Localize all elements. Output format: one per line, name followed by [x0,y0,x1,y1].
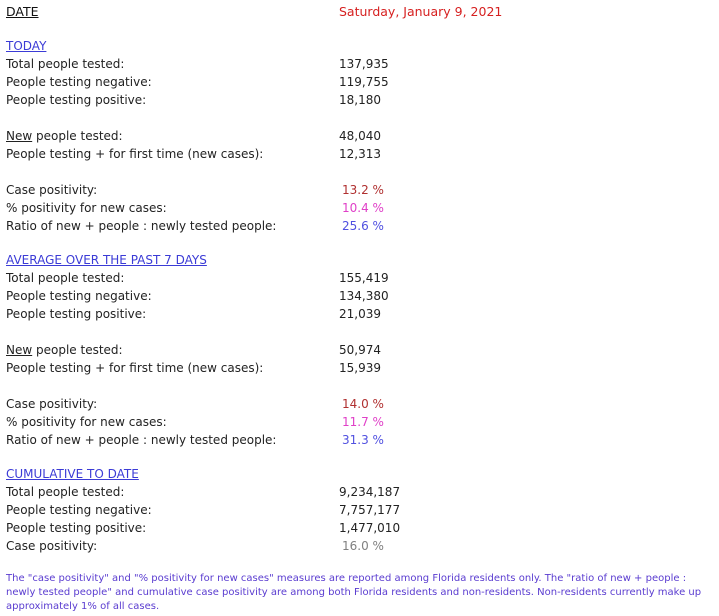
avg7-total-row [6,269,706,287]
today-total-value: 137,935 [339,57,389,71]
avg7-new-label: people tested: [32,343,123,357]
avg7-first-value: 15,939 [339,361,381,375]
today-pos-row [6,91,706,109]
cum-total-label: Total people tested: [6,485,125,499]
date-label: DATE [6,4,39,19]
avg7-pos-label: People testing positive: [6,307,147,321]
today-neg-label: People testing negative: [6,75,152,89]
avg7-first-label: People testing + for first time (new cases): [6,361,264,375]
today-neg-value: 119,755 [339,75,389,89]
avg7-neg-label: People testing negative: [6,289,152,303]
cum-casepos-row [6,537,706,555]
today-first-row [6,145,706,163]
avg7-pos-row [6,305,706,323]
avg7-casepos-value: 14.0 % [342,397,384,411]
today-total-row [6,55,706,73]
cumulative-section [6,466,706,555]
avg7-section [6,252,706,449]
avg7-newpos-label: % positivity for new cases: [6,415,167,429]
avg7-pos-value: 21,039 [339,307,381,321]
avg7-total-label: Total people tested: [6,271,125,285]
today-new-label: people tested: [32,129,123,143]
today-section [6,38,706,235]
cum-pos-label: People testing positive: [6,521,147,535]
avg7-title: AVERAGE OVER THE PAST 7 DAYS [6,253,207,267]
today-first-value: 12,313 [339,147,381,161]
avg7-neg-value: 134,380 [339,289,389,303]
today-casepos-value: 13.2 % [342,183,384,197]
date-value: Saturday, January 9, 2021 [339,4,503,19]
today-new-word: New [6,129,33,143]
avg7-first-row [6,359,706,377]
avg7-ratio-row [6,431,706,449]
avg7-casepos-label: Case positivity: [6,397,98,411]
today-new-row [6,127,706,145]
cum-neg-label: People testing negative: [6,503,152,517]
avg7-total-value: 155,419 [339,271,389,285]
cumulative-title: CUMULATIVE TO DATE [6,467,139,481]
today-pos-value: 18,180 [339,93,381,107]
today-newpos-row [6,199,706,217]
cum-pos-row [6,519,706,537]
today-ratio-label: Ratio of new + people : newly tested people: [6,219,277,233]
today-total-label: Total people tested: [6,57,125,71]
cum-casepos-label: Case positivity: [6,539,98,553]
today-ratio-row [6,217,706,235]
today-casepos-row [6,181,706,199]
today-neg-row [6,73,706,91]
today-newpos-value: 10.4 % [342,201,384,215]
cum-pos-value: 1,477,010 [339,521,401,535]
today-ratio-value: 25.6 % [342,219,384,233]
footnote: The "case positivity" and "% positivity for new cases" measures are reported among Florida residents only. The "ratio of new + people : newly tested people" and cumulative case positivity are among both Florida residents and non-residents. Non-residents currently make up approximately 1% of all cases. [6,573,702,612]
avg7-ratio-value: 31.3 % [342,433,384,447]
today-new-value: 48,040 [339,129,381,143]
avg7-new-row [6,341,706,359]
avg7-newpos-row [6,413,706,431]
cum-neg-row [6,501,706,519]
today-title: TODAY [6,39,47,53]
today-first-label: People testing + for first time (new cases): [6,147,264,161]
cum-total-value: 9,234,187 [339,485,401,499]
cum-neg-value: 7,757,177 [339,503,401,517]
cum-casepos-value: 16.0 % [342,539,384,553]
avg7-newpos-value: 11.7 % [342,415,384,429]
today-casepos-label: Case positivity: [6,183,98,197]
avg7-ratio-label: Ratio of new + people : newly tested people: [6,433,277,447]
avg7-casepos-row [6,395,706,413]
today-pos-label: People testing positive: [6,93,147,107]
avg7-neg-row [6,287,706,305]
avg7-new-value: 50,974 [339,343,381,357]
today-newpos-label: % positivity for new cases: [6,201,167,215]
avg7-new-word: New [6,343,33,357]
cum-total-row [6,483,706,501]
